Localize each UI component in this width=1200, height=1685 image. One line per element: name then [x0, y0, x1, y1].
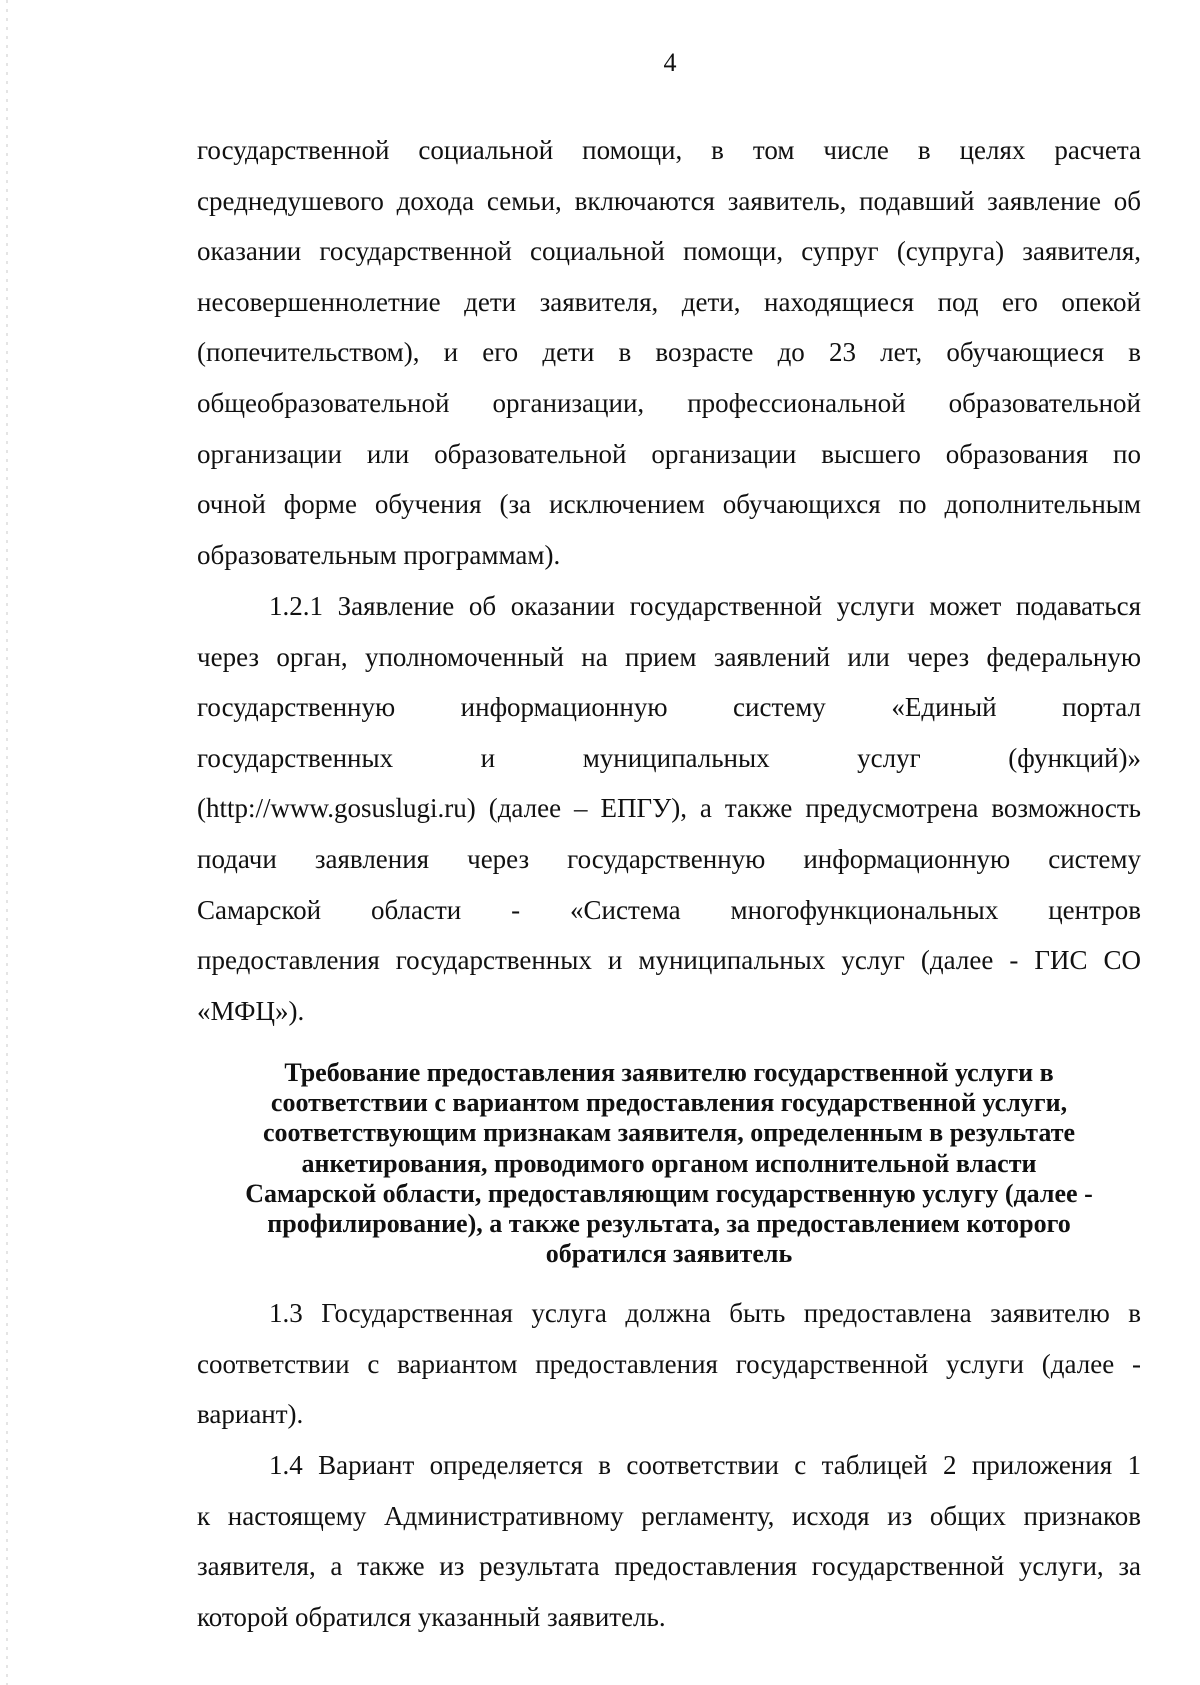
paragraph-family-composition [197, 125, 1141, 580]
text-line: несовершеннолетние дети заявителя, дети, находящиеся под его опекой [197, 286, 1141, 317]
heading-line: соответствующим признакам заявителя, определенным в результате [262, 1118, 1076, 1148]
text-line: предоставления государственных и муниципальных услуг (далее - ГИС СО [197, 945, 1141, 976]
text-line: организации или образовательной организации высшего образования по [197, 438, 1141, 469]
text-line: государственных и муниципальных услуг (функций)» [197, 742, 1141, 773]
text-line: общеобразовательной организации, профессиональной образовательной [197, 387, 1141, 418]
text-line: (попечительством), и его дети в возрасте до 23 лет, обучающиеся в [197, 337, 1141, 368]
text-line: вариант). [197, 1399, 304, 1430]
text-line: образовательным программам). [197, 539, 561, 570]
heading-line: обратился заявитель [545, 1239, 793, 1269]
text-line: «МФЦ»). [197, 995, 305, 1026]
heading-line: Требование предоставления заявителю государственной услуги в [284, 1058, 1054, 1087]
heading-line: Самарской области, предоставляющим государственную услугу (далее - [245, 1178, 1093, 1208]
text-line: 1.2.1 Заявление об оказании государственной услуги может подаваться [269, 591, 1141, 621]
section-heading [197, 1058, 1141, 1269]
paragraph-1-2-1 [197, 581, 1141, 1036]
text-line: подачи заявления через государственную информационную систему [197, 843, 1141, 874]
page-number: 4 [663, 48, 677, 77]
text-line: соответствии с вариантом предоставления государственной услуги (далее - [197, 1348, 1141, 1379]
scan-edge-artifact [6, 0, 8, 1685]
text-line: заявителя, а также из результата предоставления государственной услуги, за [197, 1551, 1141, 1582]
text-line: которой обратился указанный заявитель. [197, 1601, 666, 1632]
text-line: (http://www.gosuslugi.ru) (далее – ЕПГУ), а также предусмотрена возможность [197, 793, 1141, 824]
heading-line: профилирование), а также результата, за предоставлением которого [267, 1209, 1071, 1239]
paragraph-1-3 [197, 1288, 1141, 1440]
heading-line: анкетирования, проводимого органом исполнительной власти [301, 1148, 1037, 1178]
text-line: Самарской области - «Система многофункциональных центров [197, 894, 1141, 925]
text-line: через орган, уполномоченный на прием заявлений или через федеральную [197, 641, 1141, 672]
text-line: среднедушевого дохода семьи, включаются заявитель, подавший заявление об [197, 185, 1141, 216]
text-line: государственной социальной помощи, в том числе в целях расчета [197, 135, 1141, 165]
text-line: оказании государственной социальной помощи, супруг (супруга) заявителя, [197, 236, 1141, 267]
text-line: 1.3 Государственная услуга должна быть предоставлена заявителю в [269, 1298, 1141, 1328]
text-line: к настоящему Административному регламенту, исходя из общих признаков [197, 1500, 1141, 1531]
paragraph-1-4 [197, 1440, 1141, 1642]
text-line: государственную информационную систему «Единый портал [197, 692, 1141, 723]
heading-line: соответствии с вариантом предоставления государственной услуги, [270, 1088, 1068, 1118]
text-line: 1.4 Вариант определяется в соответствии с таблицей 2 приложения 1 [269, 1450, 1141, 1480]
text-line: очной форме обучения (за исключением обучающихся по дополнительным [197, 489, 1141, 520]
